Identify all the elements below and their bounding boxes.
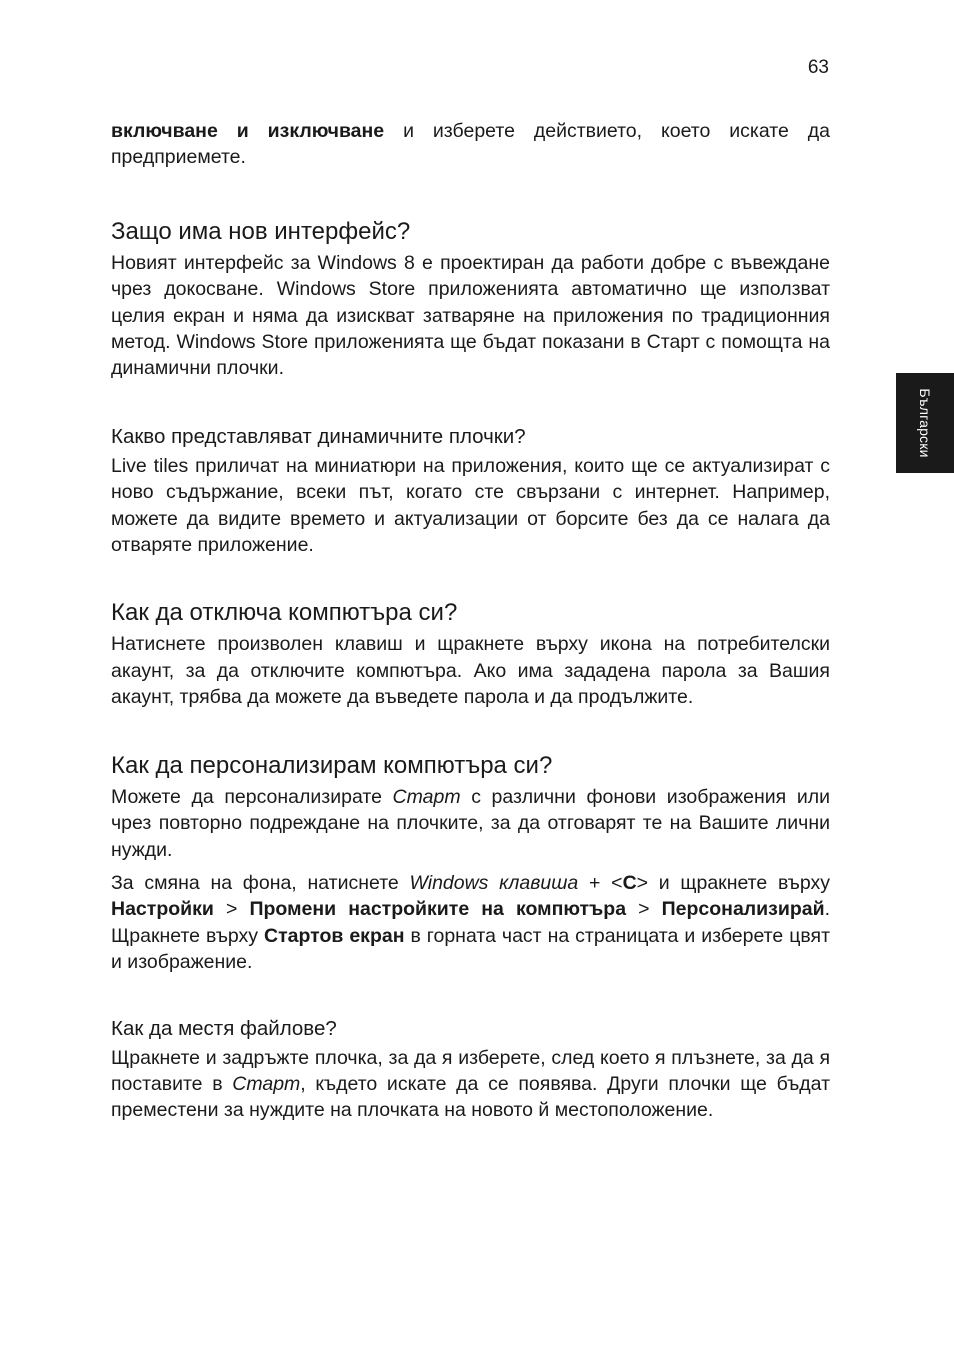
separator: > — [626, 898, 662, 921]
key-c: C — [622, 871, 637, 894]
text-span: > и щракнете върху — [636, 871, 830, 894]
heading-new-interface: Защо има нов интерфейс? — [111, 217, 411, 245]
intro-bold: включване и изключване — [111, 120, 385, 142]
paragraph-personalize-2 — [111, 870, 830, 976]
language-tab — [896, 373, 954, 473]
page-content — [111, 118, 830, 1124]
heading-personalize: Как да персонализирам компютъра си? — [111, 751, 553, 779]
text-span: Можете да персонализирате — [111, 785, 393, 808]
bold-change-pc-settings: Промени настройките на компютъра — [249, 898, 627, 921]
heading-move-files: Как да местя файлове? — [111, 1016, 337, 1040]
heading-unlock: Как да отключа компютъра си? — [111, 599, 458, 627]
page-number: 63 — [807, 57, 829, 78]
bold-settings: Настройки — [111, 898, 214, 921]
text-span: , където искате да се появява. Други плочки ще бъдат преместени за нуждите на плочката на новото й местоположение. — [111, 1072, 830, 1122]
text-span: За смяна на фона, натиснете — [111, 871, 410, 894]
italic-start: Старт — [232, 1072, 301, 1095]
italic-start: Старт — [392, 785, 461, 808]
text-span: в горната част на страницата и изберете цвят и изображение. — [111, 924, 830, 974]
text-span: . Щракнете върху — [111, 898, 831, 947]
text-span: Щракнете и задръжте плочка, за да я изберете, след което я плъзнете, за да я поставите в — [111, 1046, 830, 1095]
language-tab-label: Български — [917, 388, 933, 458]
separator: > — [213, 898, 250, 921]
text-span: + < — [578, 871, 623, 894]
paragraph-move-files — [111, 1045, 830, 1124]
paragraph-new-interface: Новият интерфейс за Windows 8 е проектиран да работи добре с въвеждане чрез докосване. Windows Store приложенията автоматично ще използват целия екран и няма да изискват затваряне на приложения по традиционния метод. Windows Store приложенията ще бъдат показани в Старт с помощта на динамични плочки. — [111, 251, 830, 380]
text-span: с различни фонови изображения или чрез повторно подреждане на плочките, за да отговарят те на Вашите лични нужди. — [111, 785, 831, 861]
bold-personalize: Персонализирай — [661, 898, 825, 921]
paragraph-unlock: Натиснете произволен клавиш и щракнете върху икона на потребителски акаунт, за да отключите компютъра. Ако има зададена парола за Вашия акаунт, трябва да можете да въведете парола и да продължите. — [111, 633, 830, 709]
intro-text: и изберете действието, което искате да предприемете. — [111, 120, 831, 169]
intro-paragraph — [111, 118, 830, 171]
paragraph-live-tiles: Live tiles приличат на миниатюри на приложения, които ще се актуализират с ново съдържание, всеки път, когато сте свързани с интернет. Например, можете да видите времето и актуализации от борсите без да се налага да отваряте приложение. — [111, 454, 830, 557]
bold-start-screen: Стартов екран — [264, 924, 405, 947]
italic-windows-key: Windows клавиша — [409, 871, 579, 894]
paragraph-personalize-1 — [111, 784, 830, 863]
heading-live-tiles: Какво представляват динамичните плочки? — [111, 424, 526, 448]
